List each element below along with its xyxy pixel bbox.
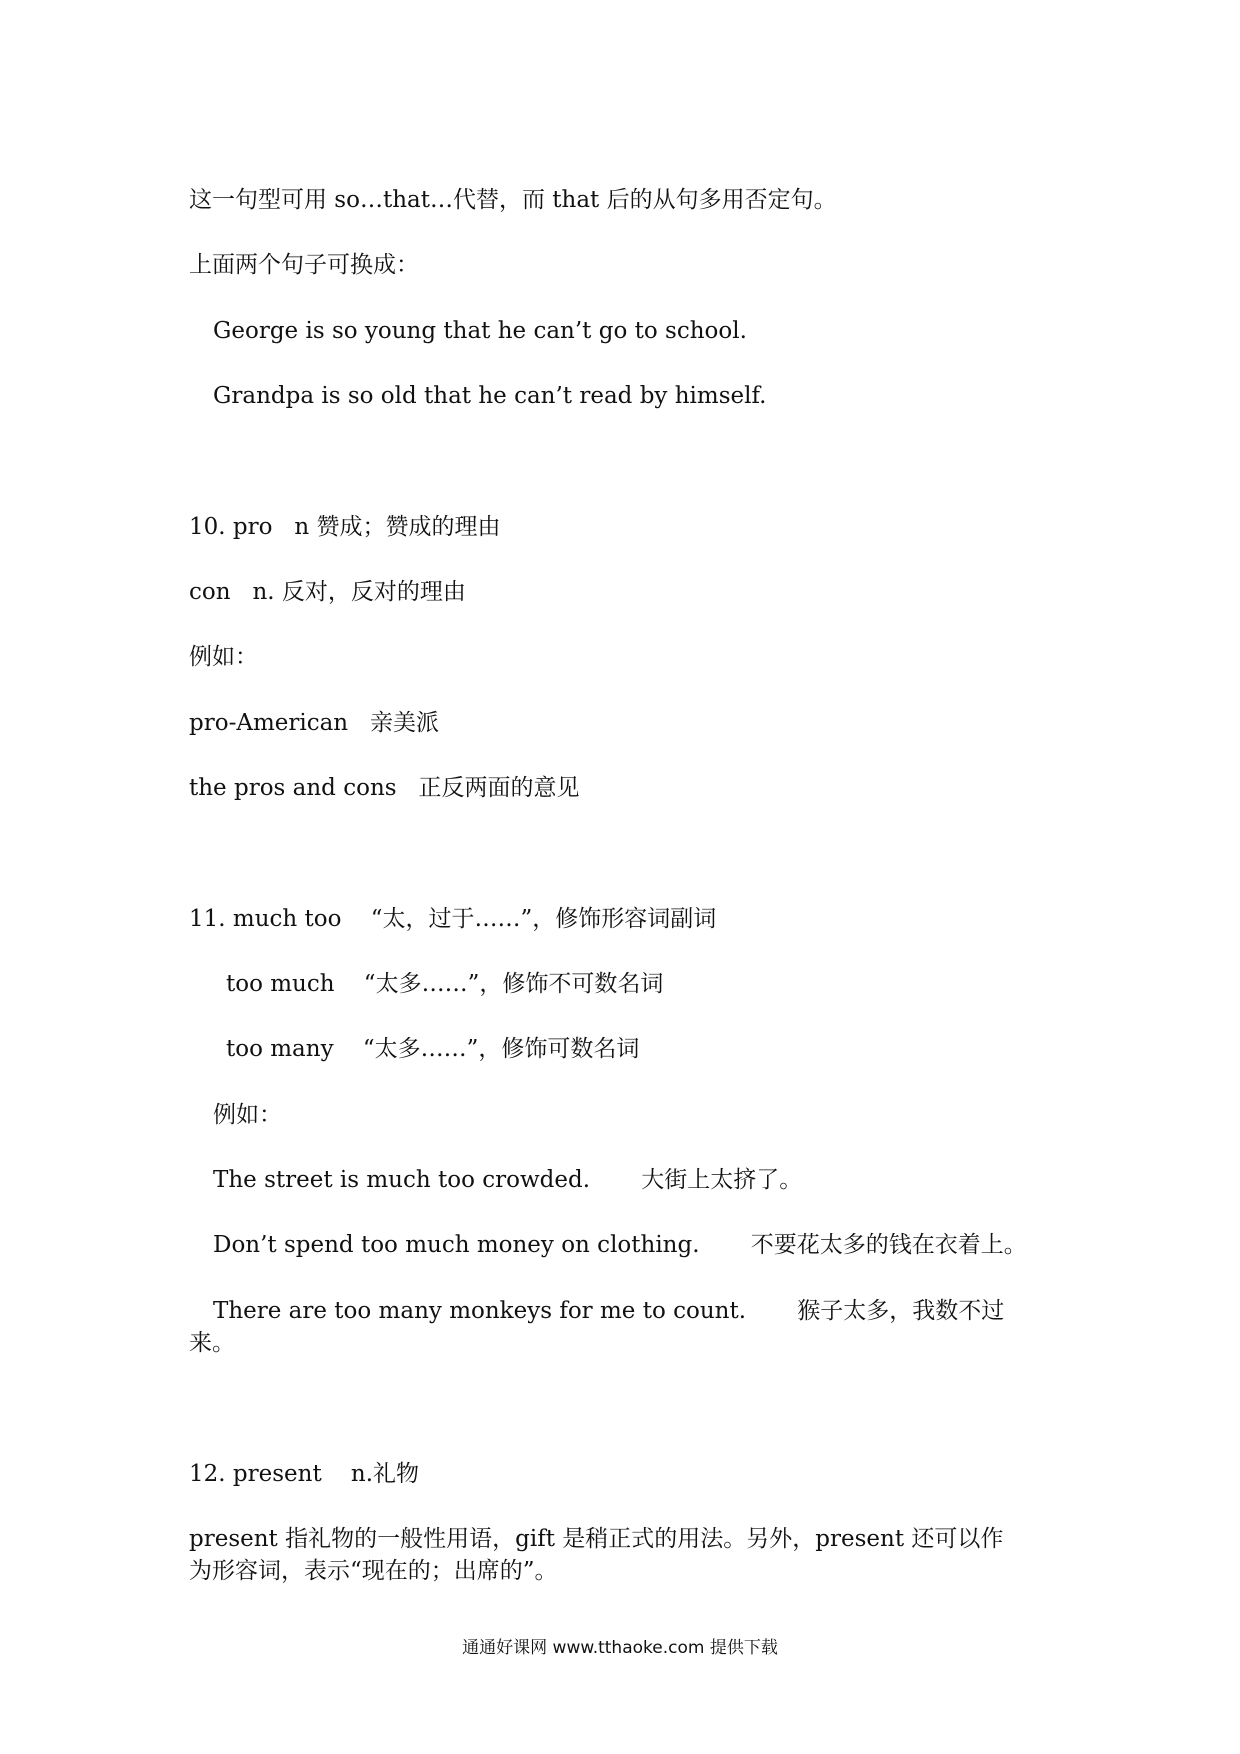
example-sentence-continued: 来。 <box>189 1330 235 1356</box>
vocab-heading-11: 11. much too “太，过于……”，修饰形容词副词 <box>189 906 717 932</box>
text-line: too many “太多……”，修饰可数名词 <box>226 1036 640 1062</box>
text-line: pro-American 亲美派 <box>189 710 440 736</box>
text-line: con n. 反对，反对的理由 <box>189 579 466 605</box>
example-sentence: Grandpa is so old that he can’t read by himself. <box>213 383 767 409</box>
vocab-heading-12: 12. present n.礼物 <box>189 1461 420 1487</box>
text-line: present 指礼物的一般性用语，gift 是稍正式的用法。另外，present 还可以作 <box>189 1526 1004 1552</box>
example-sentence: George is so young that he can’t go to school. <box>213 318 747 344</box>
text-line: the pros and cons 正反两面的意见 <box>189 775 580 801</box>
text-line: 这一句型可用 so…that…代替，而 that 后的从句多用否定句。 <box>189 187 837 213</box>
page-footer: 通通好课网 www.tthaoke.com 提供下载 <box>462 1638 778 1658</box>
text-line: 例如： <box>213 1102 282 1128</box>
vocab-heading-10: 10. pro n 赞成；赞成的理由 <box>189 514 501 540</box>
text-line: 上面两个句子可换成： <box>189 252 419 278</box>
example-sentence: Don’t spend too much money on clothing. 不要花太多的钱在衣着上。 <box>213 1232 1027 1258</box>
example-sentence: The street is much too crowded. 大街上太挤了。 <box>213 1167 803 1193</box>
text-line: 为形容词，表示“现在的；出席的”。 <box>189 1558 558 1584</box>
text-line: 例如： <box>189 644 258 670</box>
text-line: too much “太多……”，修饰不可数名词 <box>226 971 664 997</box>
example-sentence: There are too many monkeys for me to count. 猴子太多，我数不过 <box>213 1298 1005 1324</box>
